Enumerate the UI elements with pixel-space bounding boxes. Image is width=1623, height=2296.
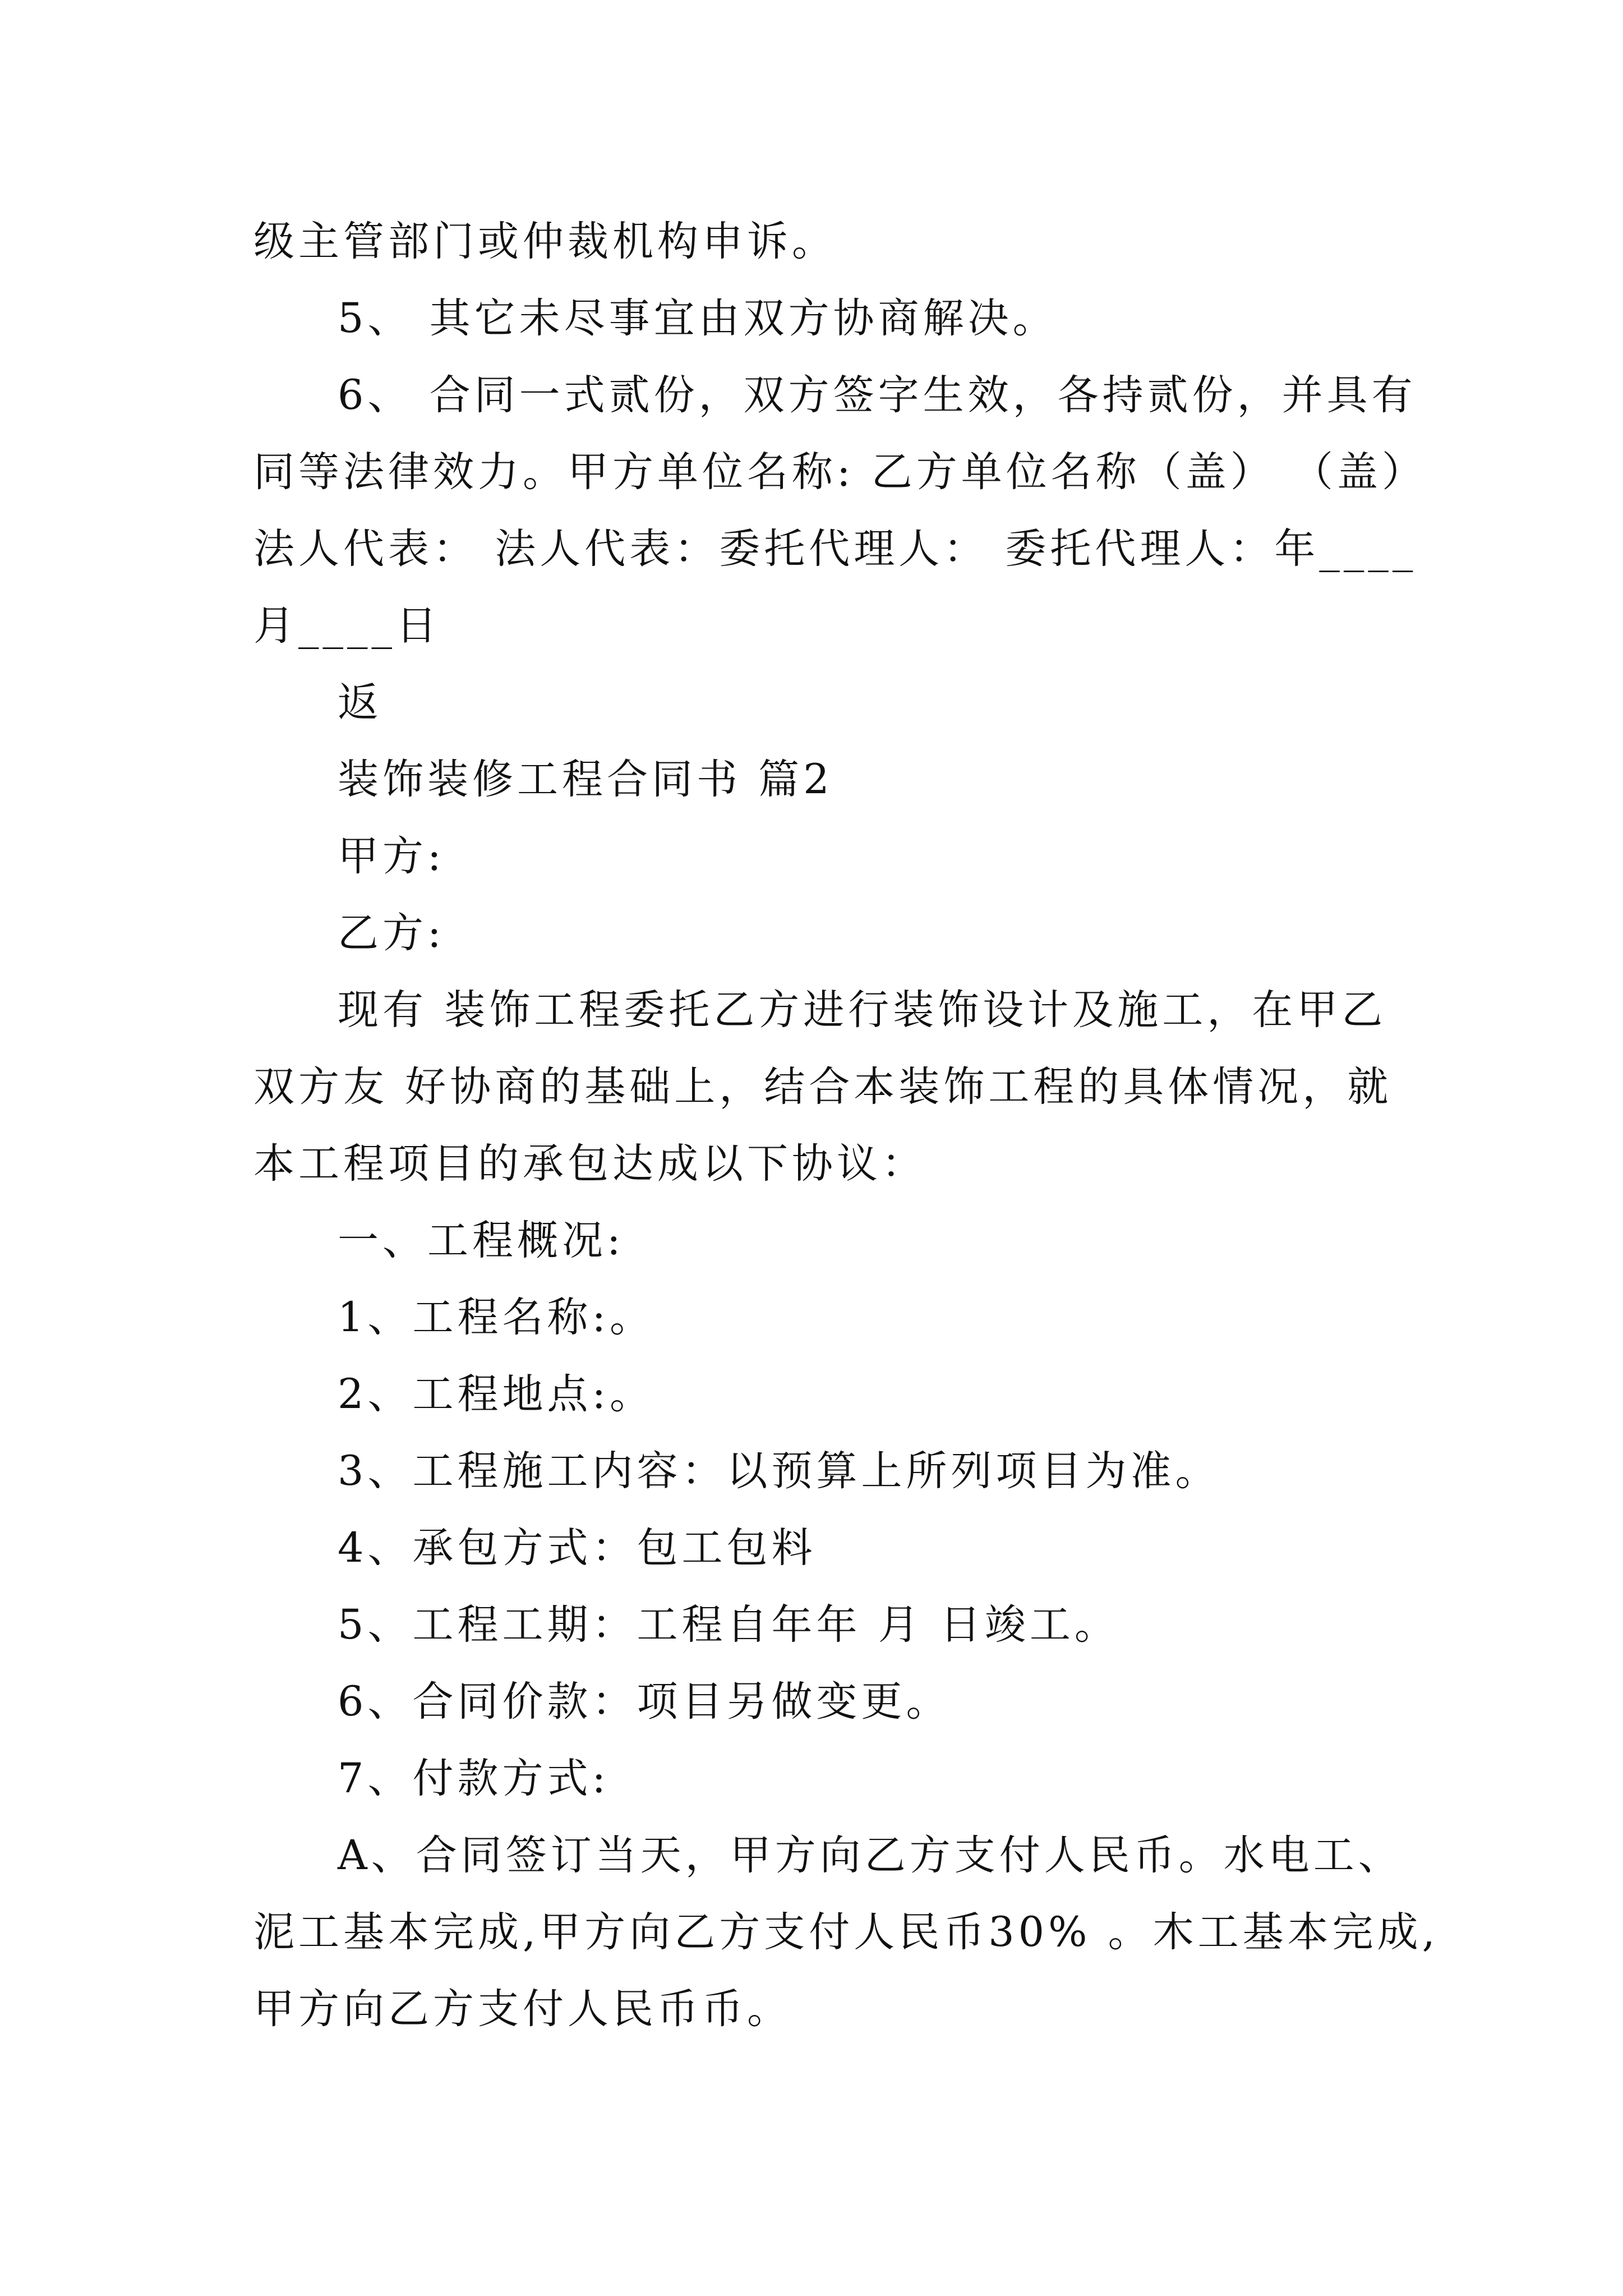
item-2: 2、工程地点:。 [338, 1370, 655, 1418]
item-1: 1、工程名称:。 [338, 1294, 655, 1341]
payment-a: A、合同签订当天，甲方向乙方支付人民币。水电工、 [338, 1832, 1403, 1879]
text-line: 甲方向乙方支付人民币币。 [253, 1985, 792, 2033]
text-line: 泥工基本完成,甲方向乙方支付人民币30% 。木工基本完成, [253, 1908, 1439, 1956]
text-line: 同等法律效力。甲方单位名称: 乙方单位名称（盖） （盖） [253, 448, 1427, 496]
item-7: 7、付款方式: [338, 1755, 610, 1802]
party-b: 乙方: [338, 909, 445, 957]
text-line: 法人代表： 法人代表：委托代理人： 委托代理人：年____ [253, 525, 1417, 573]
item-6: 6、合同价款：项目另做变更。 [338, 1678, 951, 1726]
item-4: 4、承包方式：包工包料 [338, 1524, 817, 1572]
return-text: 返 [338, 679, 382, 726]
clause-5: 5、 其它未尽事宜由双方协商解决。 [338, 295, 1058, 342]
text-line: 本工程项目的承包达成以下协议： [253, 1140, 926, 1188]
text-line: 级主管部门或仲裁机构申诉。 [253, 218, 837, 265]
text-line: 双方友 好协商的基础上，结合本装饰工程的具体情况，就 [253, 1063, 1393, 1111]
section-overview: 一、工程概况: [338, 1217, 625, 1264]
paragraph-intro: 现有 装饰工程委托乙方进行装饰设计及施工，在甲乙 [338, 986, 1387, 1034]
clause-6: 6、 合同一式贰份，双方签字生效，各持贰份，并具有 [338, 371, 1417, 419]
document-body [253, 203, 1439, 2047]
text-line: 月____日 [253, 602, 441, 650]
item-3: 3、工程施工内容：以预算上所列项目为准。 [338, 1447, 1220, 1495]
item-5: 5、工程工期：工程自年年 月 日竣工。 [338, 1601, 1119, 1649]
section-heading: 装饰装修工程合同书 篇2 [338, 756, 833, 803]
party-a: 甲方: [338, 832, 445, 880]
